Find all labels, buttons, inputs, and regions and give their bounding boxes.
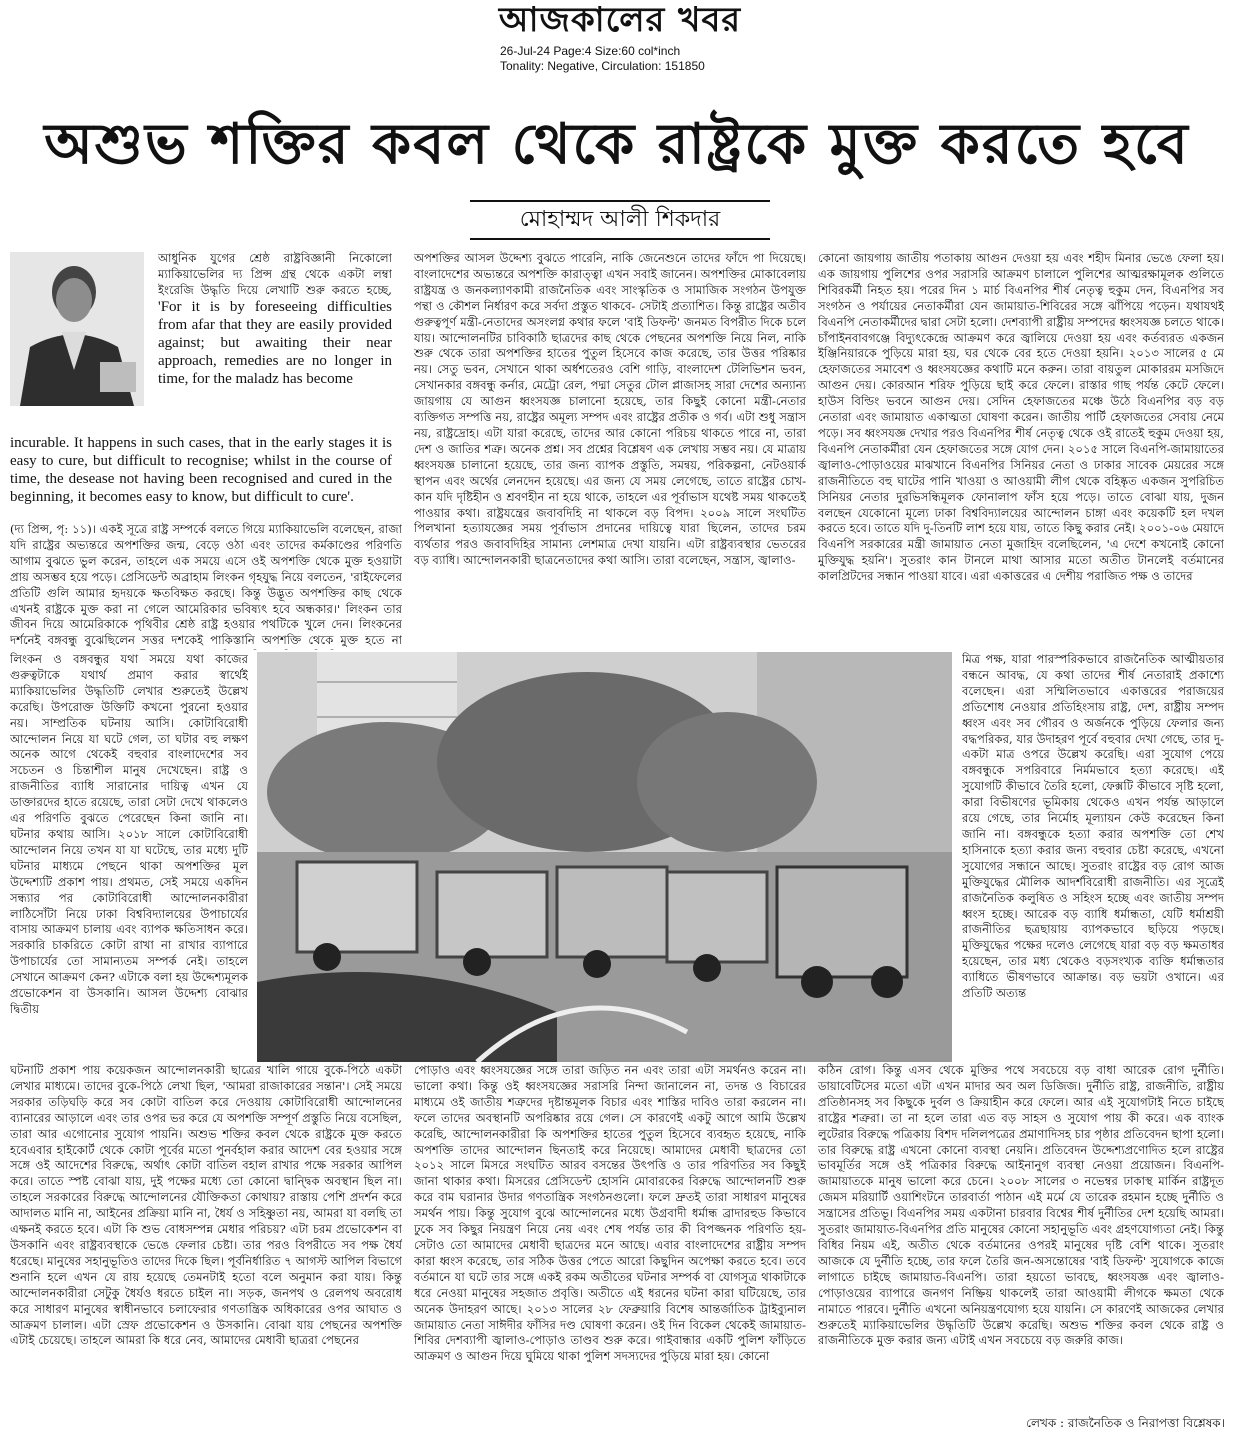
- article-byline: মোহাম্মদ আলী শিকদার: [470, 200, 770, 240]
- col3-bottom-paragraph: কঠিন রোগ। কিন্তু এসব থেকে মুক্তির পথে সবচেয়ে বড় বাধা আরেক রোগ দুর্নীতি। ডায়াবেটিসের মতো এটা এখন মাদার অব অল ডিজিজ। দুর্নীতি রাষ্ট্র, রাজনীতি, রাষ্ট্রীয় প্রতিষ্ঠানসহ সব কিছুকে দুর্বল ও ক্রিয়াহীন করে ফেলে। আর এই সুযোগটাই নিতে চাইছে রাষ্ট্রের শত্রুরা। তা না হলে তারা এত বড় সাহস ও সুযোগ পায় কী করে। এক ব্যাংক লুটেরার বিরুদ্ধে পত্রিকায় বিশদ দলিলপত্রের প্রমাণাদিসহ চার পৃষ্ঠার প্রতিবেদন ছাপা হলো। তার বিরুদ্ধে রাষ্ট্র এখনো কোনো ব্যবস্থা নেয়নি। প্রতিবেদন উদ্দেশ্যপ্রণোদিত হলে রাষ্ট্রের ভাবমূর্তির সঙ্গে ওই পত্রিকার বিরুদ্ধে আইনানুগ ব্যবস্থা নেওয়া প্রয়োজন। বিএনপি-জামায়াতকে মানুষ ভালো করে চেনে। ২০০৮ সালের ৩ নভেম্বর ঢাকাস্থ মার্কিন রাষ্ট্রদূত জেমস মরিয়ার্টি ওয়াশিংটনে তারবার্তা পাঠান এই মর্মে যে তারেক রহমান হচ্ছে দুর্নীতি ও সন্ত্রাসের প্রতিভূ। বিএনপির সময় একটানা চারবার বিশ্বের শীর্ষ দুর্নীতির দেশ হয়েছি আমরা। সুতরাং জামায়াত-বিএনপির প্রতি মানুষের কোনো সহানুভূতি এবং গ্রহণযোগ্যতা নেই। কিন্তু বিধির নিয়ম এই, অতীত থেকে বর্তমানের ওপরই মানুষের দৃষ্টি বেশি থাকে। সুতরাং আজকে যে দুর্নীতি হচ্ছে, তার ফলে তৈরি জন-অসন্তোষের 'বাই ডিফল্ট' সুযোগকে কাজে লাগাতে চাইছে জামায়াত-বিএনপি। তারা হয়তো ভাবছে, ধ্বংসযজ্ঞ এবং জ্বালাও-পোড়াওয়ের ব্যাপারে জনগণ নিষ্ক্রিয় থাকলেই তারা আওয়ামী লীগকে ক্ষমতা থেকে নামাতে পারবে। দুর্নীতি এখনো অনিয়ন্ত্রণযোগ্য হয়ে যায়নি। সে কারণেই আজকের লেখার শুরুতেই ম্যাকিয়াভেলির উদ্ধৃতিটি উল্লেখ করেছি। অশুভ শক্তির কবল থেকে রাষ্ট্র ও রাজনীতিকে মুক্ত করার জন্য এটাই এখন সবচেয়ে বড় জরুরি কাজ।: [818, 1063, 1224, 1348]
- col1-quote-a: 'For it is by foreseeing difficulties from afar that they are easily provided against; but awaiting their near approach, remedies are no longer in time, for the maladz has become: [158, 299, 392, 387]
- author-photo: [10, 252, 144, 406]
- col2-bottom-paragraph: পোড়াও এবং ধ্বংসযজ্ঞের সঙ্গে তারা জড়িত নন এবং তারা এটা সমর্থনও করেন না। ভালো কথা। কিন্তু ওই ধ্বংসযজ্ঞের সরাসরি নিন্দা জানালেন না, তদন্ত ও বিচারের মাধ্যমে ওই জাতীয় শত্রুদের দৃষ্টান্তমূলক বিচার এবং শাস্তির দাবিও তারা করলেন না। ফলে তাদের অবস্থানটি অপরিষ্কার রয়ে গেল। সে কারণেই একটু আগে আমি উল্লেখ করেছি, আন্দোলনকারীরা কি অপশক্তির হাতের পুতুল হিসেবে ব্যবহৃত হয়েছে, নাকি অপশক্তি তাদের আন্দোলন ছিনতাই করে নিয়েছে। আমাদের মেধাবী ছাত্রদের তো ২০১২ সালে মিসরে সংঘটিত আরব বসন্তের উৎপত্তি ও তার পরিণতির সব কিছুই জানা থাকার কথা। মিসরের প্রেসিডেন্ট হোসনি মোবারকের বিরুদ্ধে আন্দোলনটি শুরু করে বাম ঘরানার উদার গণতান্ত্রিক সংগঠনগুলো। ফলে দ্রুতই তারা সাধারণ মানুষের সমর্থন পায়। কিন্তু সুযোগ বুঝে আন্দোলনের মধ্যে উগ্রবাদী ধর্মান্ধ ব্রাদারহুড কিভাবে ঢুকে সব কিছুর নিয়ন্ত্রণ নিয়ে নেয় এবং শেষ পর্যন্ত তার কী বিপজ্জনক পরিণতি হয়-সেটাও তো আমাদের মেধাবী ছাত্রদের মনে আছে। এবার বাংলাদেশের রাষ্ট্রীয় সম্পদ কারা ধ্বংস করেছে, তার সঠিক উত্তর পেতে আরো কিছুদিন অপেক্ষা করতে হবে। তবে বর্তমানে যা ঘটে তার সঙ্গে একই রকম অতীতের ঘটনার সম্পর্ক বা যোগসূত্র থাকাটাকে ধরে নেওয়া মানুষের সহজাত প্রবৃত্তি। অতীতে এই ধরনের ঘটনা কারা ঘটিয়েছে, তার অনেক উদাহরণ আছে। ২০১৩ সালের ২৮ ফেব্রুয়ারি বিশেষ আন্তর্জাতিক ট্রাইব্যুনাল জামায়াত নেতা সাঈদীর ফাঁসির দণ্ড ঘোষণা করেন। ওই দিন বিকেল থেকেই জামায়াত-শিবির দেশব্যাপী জ্বালাও-পোড়াও তাণ্ডব শুরু করে। গাইবান্ধার একটি পুলিশ ফাঁড়িতে আক্রমণ ও আগুন দিয়ে ঘুমিয়ে থাকা পুলিশ সদস্যদের পুড়িয়ে মারা হয়। কোনো: [414, 1063, 806, 1364]
- col3-narrow-paragraph: মিত্র পক্ষ, যারা পারস্পরিকভাবে রাজনৈতিক আত্মীয়তার বন্ধনে আবদ্ধ, যে কথা তাদের শীর্ষ নেতারাই প্রকাশ্যে বলেছেন। এরা সম্মিলিতভাবে একাত্তরের পরাজয়ের প্রতিশোধ নেওয়ার প্রতিহিংসায় রাষ্ট্র, দেশ, রাষ্ট্রীয় সম্পদ ধ্বংস এবং সব গৌরব ও অর্জনকে পুড়িয়ে ফেলার জন্য বদ্ধপরিকর, যার উদাহরণ পূর্বে বহুবার দেখা গেছে, তার দু-একটা মাত্র ওপরে উল্লেখ করেছি। এরা সুযোগ পেয়ে বঙ্গবন্ধুকে সপরিবারে নির্মমভাবে হত্যা করেছে। এই সুযোগটি কীভাবে তৈরি হলো, ফেক্সটি কীভাবে সৃষ্টি হলো, কারা বিভীষণের ভূমিকায় থেকেও এখন পর্যন্ত আড়ালে রয়ে গেছে, তার নির্মোহ মূল্যায়ন কেউ করেছেন কিনা জানি না। বঙ্গবন্ধুকে হত্যা করার অপশক্তি তো শেখ হাসিনাকে হত্যা করার জন্য বহুবার চেষ্টা করেছে, এখনো সুযোগের সন্ধানে আছে। সুতরাং রাষ্ট্রের বড় রোগ আজ মুক্তিযুদ্ধের মৌলিক আদর্শবিরোধী রাজনীতি। এর সূত্রেই রাজনৈতিক কলুষিত ও সহিংস হচ্ছে এবং জাতীয় সম্পদ ধ্বংস হচ্ছে। আরেক বড় ব্যাধি ধর্মান্ধতা, যেটি ধর্মাশ্রয়ী রাজনীতির ছত্রছায়ায় ব্যাপকভাবে ছড়িয়ে পড়ছে। মুক্তিযুদ্ধের পক্ষের দলেও লেগেছে যারা বড় বড় ক্ষমতাধর হয়েছেন, তার মধ্য থেকেও বড়সংখ্যক ব্যক্তি ধর্মান্ধতার ব্যাধিতে ভীষণভাবে আক্রান্ত। বড় ভয়টা ওখানে। এর প্রতিটি অত্যন্ত: [962, 652, 1224, 1001]
- clipping-meta: [500, 44, 800, 74]
- masthead-logo: আজকালের খবর: [498, 0, 742, 40]
- date-line: 26-Jul-24 Page:4 Size:60 col*inch: [500, 44, 681, 58]
- col1-narrow-paragraph: লিংকন ও বঙ্গবন্ধুর যথা সময়ে যথা কাজের গুরুত্বটাকে যথার্থ প্রমাণ করার স্বার্থেই ম্যাকিয়াভেলির উদ্ধৃতিটি লেখার শুরুতেই উল্লেখ করেছি। উপরোক্ত উক্তিটি কখনো পুরনো হওয়ার নয়। সাম্প্রতিক ঘটনায় আসি। কোটাবিরোধী আন্দোলন নিয়ে যা ঘটে গেল, তা ঘটার বহু লক্ষণ অনেক আগে থেকেই বহুবার বাংলাদেশের সব সচেতন ও চিন্তাশীল মানুষ দেখেছেন। রাষ্ট্র ও রাজনীতির ব্যাধি সারানোর দায়িত্ব এখন যে ডাক্তারদের হাতে রয়েছে, তারা সেটা দেখে থাকলেও এর পরিণতি বুঝতে পেরেছেন কিনা জানি না। ঘটনার কথায় আসি। ২০১৮ সালে কোটাবিরোধী আন্দোলন নিয়ে তখন যা যা ঘটেছে, তার মধ্যে দুটি ঘটনার মাধ্যমে পেছনে থাকা অপশক্তির মূল উদ্দেশ্যটি প্রকাশ পায়। প্রথমত, সেই সময়ে একদিন সন্ধ্যার পর কোটাবিরোধী আন্দোলনকারীরা লাঠিসোঁটা নিয়ে ঢাকা বিশ্ববিদ্যালয়ের উপাচার্যের বাসায় আক্রমণ চালায় এবং ব্যাপক ক্ষতিসাধন করে। সরকারি চাকরিতে কোটা রাখা না রাখার ব্যাপারে উপাচার্যের তো সামান্যতম সম্পর্ক নেই। তাহলে সেখানে আক্রমণ কেন? এটাকে বলা হয় উদ্দেশ্যমূলক প্রভোকেশন বা উসকানি। আসল উদ্দেশ্য বোঝার দ্বিতীয়: [10, 652, 248, 1016]
- col3-top-paragraph: কোনো জায়গায় জাতীয় পতাকায় আগুন দেওয়া হয় এবং শহীদ মিনার ভেঙে ফেলা হয়। এক জায়গায় পুলিশের ওপর সরাসরি আক্রমণ চালালে পুলিশের আত্মরক্ষামূলক গুলিতে শিবিরকর্মী নিহত হয়। পরের দিন ১ মার্চ বিএনপির শীর্ষ নেতৃত্ব হুকুম দেন, বিএনপির সব সংগঠন ও পর্যায়ের নেতাকর্মীরা যেন জামায়াত-শিবিরের সঙ্গে ঝাঁপিয়ে পড়েন। যথাযথই বিএনপি নেতাকর্মীদের দ্বারা সেটা হলো। দেশব্যাপী রাষ্ট্রীয় সম্পদের ধ্বংসযজ্ঞ চলতে থাকে। চাঁপাইনবাবগঞ্জে বিদ্যুৎকেন্দ্রে আক্রমণ করে জ্বালিয়ে দেওয়া হয় এবং কর্তব্যরত একজন ইঞ্জিনিয়ারকে পুড়িয়ে মারা হয়, ঘর থেকে বের হতে দেওয়া হয়নি। ২০১৩ সালের ৫ মে হেফাজতের সমাবেশ ও ধ্বংসযজ্ঞের কথাটি মনে করুন। তারা বায়তুল মোকাররম মসজিদে আগুন দেয়। কোরআন শরিফ পুড়িয়ে ছাই করে ফেলে। রাস্তার গাছ পর্যন্ত কেটে ফেলে। হাউস বিল্ডিং ভবনে আগুন দেয়। সেদিন হেফাজতের মঞ্চে উঠে বিএনপির বড় বড় নেতারা এবং জামায়াত একাত্মতা ঘোষণা করেন। জাতীয় পার্টি হেফাজতের সেবায় নেমে পড়ে। সব ধ্বংসযজ্ঞ দেখার পরও বিএনপির শীর্ষ নেতৃত্ব থেকে ওই রাতেই হুকুম দেওয়া হয়, বিএনপি নেতাকর্মীরা যেন হেফাজতের সঙ্গে যোগ দেন। ২০১৫ সালে বিএনপি-জামায়াতের জ্বালাও-পোড়াওয়ের মাঝখানে বিএনপির সিনিয়র নেতা ও ঢাকার সাবেক মেয়রের সঙ্গে রাজনীতিতে বহু ঘাটের পানি খাওয়া ও আওয়ামী লীগ থেকে বহিষ্কৃত একজন সুপরিচিত সিনিয়র নেতার দুরভিসন্ধিমূলক ফোনালাপ ফাঁস হয়ে পড়ে। তাতে বোঝা যায়, দুজন বলছেন যেকোনো মূল্যে ঢাকা বিশ্ববিদ্যালয়ের আন্দোলন চাঙ্গা এবং কয়েকটি হল দখল করতে হবে। তাতে যদি দু-তিনটি লাশ হয়ে যায়, তাতে কিছু করার নেই। ২০০১-০৬ মেয়াদে বিএনপি সরকারের মন্ত্রী জামায়াত নেতা মুজাহিদ বলেছিলেন, 'এ দেশে কখনোই কোনো মুক্তিযুদ্ধ হয়নি'। সুতরাং কান টানলে মাথা আসার মতো অতীত টানলেই বর্তমানের কালপ্রিটদের সন্ধান পাওয়া যাবে। এরা একাত্তরের এ দেশীয় পরাজিত পক্ষ ও তাদের: [818, 251, 1224, 584]
- burnt-vehicles-photo: [257, 652, 952, 1062]
- article-headline: অশুভ শক্তির কবল থেকে রাষ্ট্রকে মুক্ত করতে হবে: [44, 112, 1190, 177]
- tonality-line: Tonality: Negative, Circulation: 151850: [500, 59, 705, 73]
- col1-intro: আধুনিক যুগের শ্রেষ্ঠ রাষ্ট্রবিজ্ঞানী নিকোলো ম্যাকিয়াভেলির দ্য প্রিন্স গ্রন্থ থেকে একটা লম্বা ইংরেজি উদ্ধৃতি দিয়ে লেখাটি শুরু করতে হচ্ছে,: [158, 251, 392, 297]
- author-credit: লেখক : রাজনৈতিক ও নিরাপত্তা বিশ্লেষক।: [1026, 1416, 1225, 1430]
- col2-top-paragraph: অপশক্তির আসল উদ্দেশ্য বুঝতে পারেনি, নাকি জেনেশুনে তাদের ফাঁদে পা দিয়েছে। বাংলাদেশের অভ্যন্তরে অপশক্তি কারাত্ত্বা এখন সবাই জানেন। অপশক্তির মোকাবেলায় রাষ্ট্রযন্ত্র ও জনকল্যাণকামী রাজনৈতিক এবং সাংস্কৃতিক ও সামাজিক সংগঠন উপযুক্ত পন্থা ও কৌশল নির্ধারণ করে সর্বদা প্রস্তুত থাকবে- সেটাই প্রত্যাশিত। কিন্তু রাষ্ট্রের অতীব গুরুত্বপূর্ণ মন্ত্রী-নেতাদের অসংলগ্ন কথার ফলে 'বাই ডিফল্ট' জনমত বিপরীত দিকে চলে যায়। আন্দোলনটির চাবিকাঠি ছাত্রদের কাছ থেকে পেছনের অপশক্তি নিয়ে নিল, নাকি শুরু থেকে তারা অপশক্তির হাতের পুতুল হিসেবে কাজ করেছে, তার উত্তর পরিষ্কার নয়। সেতু ভবন, সেখানে থাকা অর্ধশতেরও বেশি গাড়ি, বাংলাদেশ টেলিভিশন ভবন, সেখানকার বঙ্গবন্ধু কর্নার, মেট্রো রেল, পদ্মা সেতুর টোল প্লাজাসহ সারা দেশের অন্যান্য জায়গায় যে আগুন ধ্বংসযজ্ঞ চালানো হয়েছে, তার কিছুই কোনো মন্ত্রী-নেতার ব্যক্তিগত সম্পত্তি নয়, রাষ্ট্রের অমূল্য সম্পদ এবং রাষ্ট্রের প্রতীক ও গর্ব। এটা শুধু সন্ত্রাস নয়, রাষ্ট্রদ্রোহ। এটা যারা করেছে, তাদের আর কোনো পরিচয় থাকতে পারে না, তারা দেশ ও জাতির শত্রু। অনেক প্রশ্ন। সব প্রশ্নের বিশ্লেষণ এক লেখায় সম্ভব নয়। যে মাত্রায় ধ্বংসযজ্ঞ চালানো হয়েছে, তার জন্য ব্যাপক প্রস্তুতি, সমন্বয়, পরিকল্পনা, নেটওয়ার্ক স্থাপন এবং অর্থের লেনদেন হয়েছে। এর জন্য যে সময় লেগেছে, তাতে রাষ্ট্রের চোখ-কান যদি দৃষ্টিহীন ও শ্রবণহীন না হয়ে থাকে, তাহলে এর পূর্বাভাস যথেষ্ট সময় থাকতেই পাওয়ার কথা। রাষ্ট্রযন্ত্রের জবাবদিহি না থাকলে বড় বিপদ। ২০০৯ সালে সংঘটিত পিলখানা হত্যাযজ্ঞের সময় পূর্বাভাস প্রদানের দায়িত্বে যারা ছিলেন, তাদের চরম ব্যর্থতার পরও জবাবদিহির সামান্য লেশমাত্র দেখা যায়নি। এটা রাষ্ট্রব্যবস্থার ভেতরের বড় ব্যাধি। আন্দোলনকারী ছাত্রনেতাদের কথা আসি। তারা বলেছেন, সন্ত্রাস, জ্বালাও-: [414, 251, 806, 568]
- col1-wide-paragraph: (দ্য প্রিন্স, পৃ: ১১)। একই সূত্রে রাষ্ট্র সম্পর্কে বলতে গিয়ে ম্যাকিয়াভেলি বলেছেন, রাজা যদি রাষ্ট্রের অভ্যন্তরে অপশক্তির জন্ম, বেড়ে ওঠা এবং তাদের কর্মকাণ্ডের পরিণতি আগাম বুঝতে ভুল করেন, তাহলে এক সময়ে এসে ওই অপশক্তি থেকে মুক্ত হওয়াটা প্রায় অসম্ভব হয়ে পড়ে। প্রেসিডেন্ট অব্রাহাম লিংকন গৃহযুদ্ধ নিয়ে বলতেন, 'রাইফেলের প্রতিটি গুলি আমার হৃদয়কে ক্ষতবিক্ষত করছে। কিন্তু উদ্ভূত অপশক্তির কাছ থেকে এখনই রাষ্ট্রকে মুক্ত করা না গেলে আমেরিকার ভবিষ্যৎ হবে অন্ধকার।' লিংকন তার জীবন দিয়ে আমেরিকাকে পৃথিবীর শ্রেষ্ঠ রাষ্ট্র হওয়ার পথটিকে খুলে দেন। লিংকনের দর্শনেই বঙ্গবন্ধু বুঝেছিলেন সত্তর দশকেই পাকিস্তানি অপশক্তি থেকে মুক্ত হতে না: [10, 522, 402, 648]
- col1-quote-b: incurable. It happens in such cases, that in the early stages it is easy to cure, but difficult to recognise; whilst in the course of time, the desease not having been recognised and cured in the beginning, it becomes easy to know, but difficult to cure'.: [10, 435, 392, 505]
- col1-bottom-paragraph: ঘটনাটি প্রকাশ পায় কয়েকজন আন্দোলনকারী ছাত্রের খালি গায়ে বুকে-পিঠে একটা লেখার মাধ্যমে। তাদের বুকে-পিঠে লেখা ছিল, 'আমরা রাজাকারের সন্তান'। সেই সময়ে সরকার তড়িঘড়ি করে সব কোটা বাতিল করে দেওয়ায় কোটাবিরোধী আন্দোলনের ব্যানারের আড়ালে এবং তার ওপর ভর করে যে অপশক্তি সম্পূর্ণ প্রস্তুতি নিয়ে বসেছিল, তারা আর এগোনোর সুযোগ পায়নি। অশুভ শক্তির কবল থেকে রাষ্ট্রকে মুক্ত করতে হবেএবার হাইকোর্ট থেকে কোটা পূর্বের মতো পুনর্বহাল করার আদেশ বের হওয়ার সঙ্গে সঙ্গে ওই আদেশের বিরুদ্ধে, অর্থাৎ কোটা বাতিল বহাল রাখার পক্ষে সরকার আপিল করে। তাতে স্পষ্ট বোঝা যায়, দুই পক্ষের মধ্যে তো কোনো দ্বান্দ্বিক অবস্থান ছিল না। তাহলে সরকারের বিরুদ্ধে আন্দোলনের যৌক্তিকতা কোথায়? রাস্তায় পেশি প্রদর্শন করে আদালত মানি না, আইনের প্রক্রিয়া মানি না, ধৈর্য ও সহিষ্ণুতা নয়, আমরা যা বলছি তা এক্ষনই করতে হবে। এটা কি শুভ বোধসম্পন্ন মেধার পরিচয়? এটা চরম প্রভোকেশন বা উসকানি এবং রাষ্ট্রব্যবস্থাকে ভেঙে ফেলার চেষ্টা। তার পরও বিপরীতে সব পক্ষ ধৈর্য ধরেছে। মানুষের সহানুভূতিও তাদের দিকে ছিল। পূর্বনির্ধারিত ৭ আগস্ট আপিল বিভাগে শুনানি হলে এখন যে রায় হয়েছে তেমনটাই হতো বলে অনুমান করা যায়। কিন্তু আন্দোলনকারীরা সেটুকু ধৈর্যও ধরতে চাইল না। সড়ক, জনপথ ও রেলপথ অবরোধ করে সাধারণ মানুষের স্বাধীনভাবে চলাফেরার গণতান্ত্রিক অধিকারের ওপর আঘাত ও আক্রমণ চালাল। এটা স্রেফ প্রভোকেশন ও উসকানি। বোঝা যায় পেছনের অপশক্তি এটাই চেয়েছে। তাহলে আমরা কি ধরে নেব, আমাদের মেধাবী ছাত্ররা পেছনের: [10, 1063, 402, 1348]
